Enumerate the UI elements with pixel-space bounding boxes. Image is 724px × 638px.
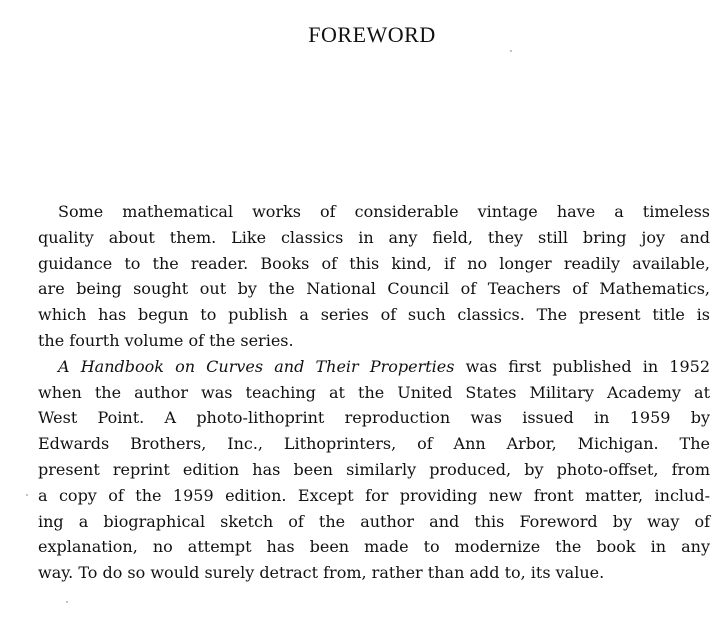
text-line: Edwards Brothers, Inc., Lithoprinters, of Ann Arbor, Michigan. The [38, 434, 710, 454]
text-fragment: was first published in 1952 [454, 356, 711, 376]
text-line: ing a biographical sketch of the author and this Foreword by way of [38, 511, 710, 531]
text-line: when the author was teaching at the United States Military Academy at [38, 382, 710, 402]
text-line: Some mathematical works of considerable vintage have a timeless [58, 202, 710, 221]
text-line: guidance to the reader. Books of this kind, if no longer readily available, [38, 253, 710, 273]
text-line: explanation, no attempt has been made to modernize the book in any [38, 537, 710, 557]
text-line: are being sought out by the National Council of Teachers of Mathematics, [38, 279, 710, 299]
text-line: way. To do so would surely detract from, rather than add to, its value. [38, 563, 605, 583]
text-line: a copy of the 1959 edition. Except for providing new front matter, includ- [38, 485, 710, 505]
scan-speck [510, 50, 512, 52]
page-title: FOREWORD [308, 22, 436, 47]
book-title: A Handbook on Curves and Their Properties [58, 356, 455, 376]
text-line: the fourth volume of the series. [38, 330, 294, 350]
scan-speck [66, 601, 68, 603]
paragraph-1 [38, 199, 710, 354]
text-line [38, 354, 710, 380]
text-line: which has begun to publish a series of such classics. The present title is [38, 305, 710, 325]
scan-speck [26, 494, 28, 496]
text-line: West Point. A photo-lithoprint reproduction was issued in 1959 by [38, 408, 710, 428]
text-line: present reprint edition has been similarly produced, by photo-offset, from [38, 459, 710, 479]
text-line: quality about them. Like classics in any field, they still bring joy and [38, 227, 710, 247]
foreword-body [38, 199, 710, 586]
paragraph-2 [38, 354, 710, 586]
